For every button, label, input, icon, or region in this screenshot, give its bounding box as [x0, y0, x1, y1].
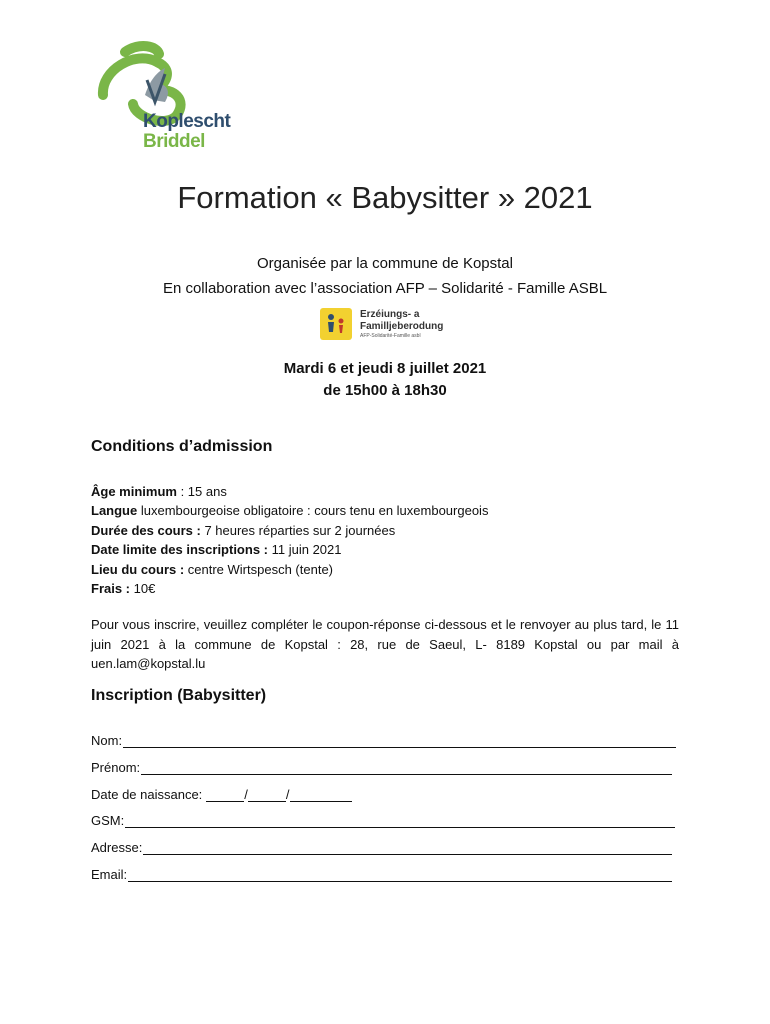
- condition-value: centre Wirtspesch (tente): [184, 561, 333, 577]
- condition-location: [91, 560, 488, 579]
- birthdate-year-blank[interactable]: [290, 787, 352, 802]
- conditions-list: [91, 482, 488, 598]
- nom-field[interactable]: [91, 730, 676, 748]
- condition-label: Lieu du cours :: [91, 561, 185, 577]
- inscription-heading: Inscription (Babysitter): [91, 687, 267, 704]
- email-label: Email:: [91, 867, 128, 882]
- condition-label: Frais :: [91, 581, 131, 597]
- email-field[interactable]: [91, 864, 672, 882]
- birthdate-month-blank[interactable]: [248, 787, 286, 802]
- logo-line-briddel: Briddel: [143, 131, 205, 152]
- organizer-line: Organisée par la commune de Kopstal: [257, 255, 513, 272]
- gsm-blank-line[interactable]: [125, 813, 675, 828]
- conditions-heading: Conditions d’admission: [91, 438, 273, 455]
- birthdate-separator: /: [285, 787, 290, 802]
- logo-green-swoosh: [103, 46, 181, 121]
- partner-name-line2: Familljeberodung: [360, 321, 444, 332]
- partner-subtext: AFP-Solidarité-Famille asbl: [360, 333, 421, 339]
- partner-logo: [318, 306, 453, 342]
- birthdate-field[interactable]: [91, 784, 352, 802]
- condition-duration: [91, 521, 488, 540]
- logo-text: [143, 112, 230, 152]
- condition-language: [91, 501, 488, 520]
- course-dates: Mardi 6 et jeudi 8 juillet 2021: [283, 360, 487, 377]
- collaboration-line: En collaboration avec l’association AFP – Solidarité - Famille ASBL: [162, 280, 608, 297]
- birthdate-day-blank[interactable]: [206, 787, 244, 802]
- nom-blank-line[interactable]: [123, 733, 676, 748]
- prenom-label: Prénom:: [91, 760, 141, 775]
- adresse-field[interactable]: [91, 837, 672, 855]
- partner-name: [360, 309, 443, 333]
- birthdate-separator: /: [244, 787, 248, 802]
- adresse-label: Adresse:: [91, 840, 143, 855]
- gsm-label: GSM:: [91, 813, 125, 828]
- condition-value: 11 juin 2021: [268, 542, 342, 558]
- condition-value: : 15 ans: [176, 484, 227, 499]
- condition-label: Âge minimum: [91, 484, 177, 499]
- email-blank-line[interactable]: [128, 867, 672, 882]
- condition-deadline: [91, 540, 488, 559]
- adresse-blank-line[interactable]: [143, 840, 672, 855]
- condition-value: luxembourgeoise obligatoire : cours tenu en luxembourgeois: [137, 503, 489, 519]
- condition-fee: [91, 579, 488, 598]
- partner-name-line1: Erzéiungs- a: [360, 309, 420, 320]
- course-hours: de 15h00 à 18h30: [323, 382, 447, 399]
- condition-value: 7 heures réparties sur 2 journées: [200, 522, 396, 538]
- gsm-field[interactable]: [91, 810, 675, 828]
- prenom-blank-line[interactable]: [141, 760, 672, 775]
- partner-badge-icon: [320, 308, 352, 340]
- prenom-field[interactable]: [91, 757, 672, 775]
- nom-label: Nom:: [91, 733, 123, 748]
- condition-value: 10€: [130, 581, 156, 597]
- condition-label: Date limite des inscriptions :: [91, 542, 268, 558]
- condition-label: Langue: [91, 503, 138, 519]
- birthdate-label: Date de naissance:: [91, 787, 203, 802]
- condition-age: [91, 482, 488, 501]
- page-title: Formation « Babysitter » 2021: [177, 180, 593, 215]
- condition-label: Durée des cours :: [91, 522, 201, 538]
- registration-instructions: Pour vous inscrire, veuillez compléter le coupon-réponse ci-dessous et le renvoyer au plus tard, le 11 juin 2021 à la commune de Kopstal : 28, rue de Saeul, L- 8189 Kopstal ou par mail à uen.lam@kopstal.lu: [91, 617, 679, 671]
- logo-line-koplescht: Koplescht: [143, 111, 231, 132]
